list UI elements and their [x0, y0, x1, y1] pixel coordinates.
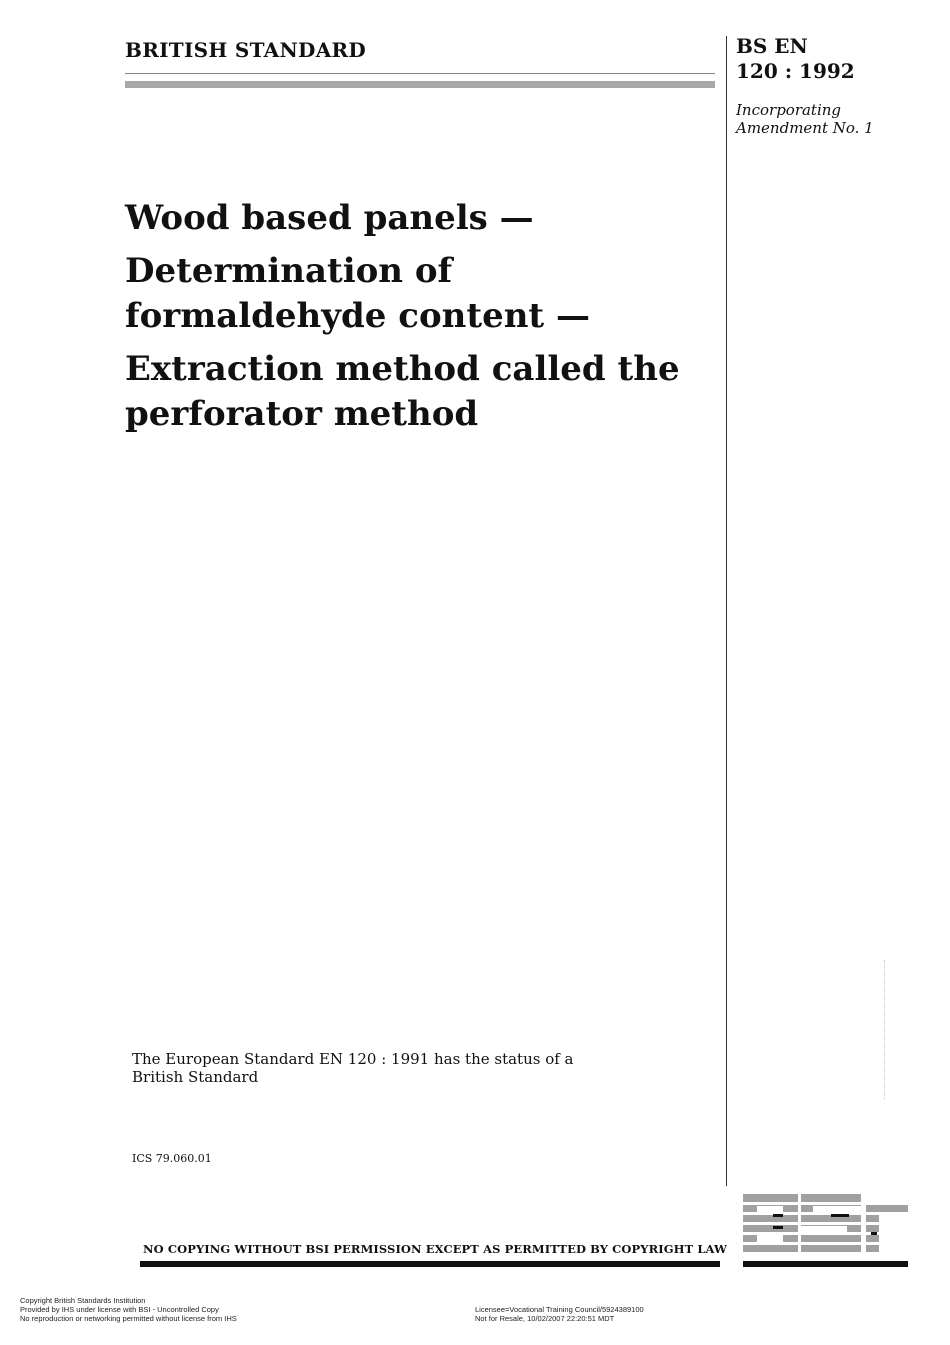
- footer-right-line: Licensee=Vocational Training Council/5924389100: [475, 1305, 644, 1314]
- title-line-5: perforator method: [125, 394, 479, 434]
- logo-underline: [743, 1261, 908, 1267]
- status-line-2: British Standard: [132, 1068, 259, 1086]
- standard-number-line1: BS EN: [736, 34, 808, 58]
- amendment-line1: Incorporating: [736, 101, 842, 119]
- header-thin-rule: [125, 73, 715, 74]
- footer-left: [20, 1296, 237, 1323]
- document-title: [125, 196, 715, 437]
- margin-marks: [884, 960, 889, 1100]
- copyright-warning: NO COPYING WITHOUT BSI PERMISSION EXCEPT AS PERMITTED BY COPYRIGHT LAW: [143, 1242, 728, 1256]
- footer-left-line: Provided by IHS under license with BSI - Uncontrolled Copy: [20, 1305, 219, 1314]
- status-line-1: The European Standard EN 120 : 1991 has the status of a: [132, 1050, 574, 1068]
- bsi-logo: [743, 1192, 908, 1254]
- title-line-1: Wood based panels —: [125, 198, 534, 238]
- standard-number-line2: 120 : 1992: [736, 59, 855, 83]
- footer-left-line: No reproduction or networking permitted without license from IHS: [20, 1314, 237, 1323]
- title-line-2: Determination of: [125, 251, 453, 291]
- title-line-4: Extraction method called the: [125, 349, 680, 389]
- amendment-line2: Amendment No. 1: [736, 119, 874, 137]
- footer-left-line: Copyright British Standards Institution: [20, 1296, 146, 1305]
- status-statement: [132, 1050, 582, 1086]
- title-line-3: formaldehyde content —: [125, 296, 590, 336]
- ics-code: ICS 79.060.01: [132, 1152, 212, 1165]
- document-type-heading: BRITISH STANDARD: [125, 38, 367, 62]
- bottom-rule: [140, 1261, 720, 1267]
- column-divider: [726, 36, 727, 1186]
- footer-right: [475, 1305, 644, 1323]
- footer-right-line: Not for Resale, 10/02/2007 22:20:51 MDT: [475, 1314, 615, 1323]
- amendment-note: [736, 101, 874, 137]
- header-thick-rule: [125, 81, 715, 88]
- standard-number: [736, 34, 855, 84]
